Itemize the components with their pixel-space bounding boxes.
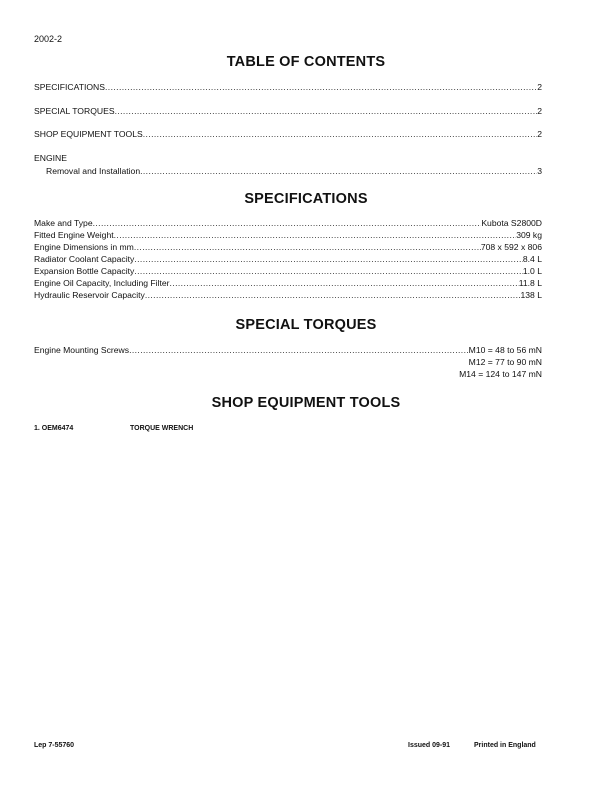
leader-dots xyxy=(129,345,469,356)
torque-value: M12 = 77 to 90 mN xyxy=(468,357,542,367)
leader-dots xyxy=(115,106,538,117)
spec-label: Engine Oil Capacity, Including Filter xyxy=(34,278,170,288)
toc-entry-specifications xyxy=(34,82,542,93)
spec-label: Fitted Engine Weight xyxy=(34,230,114,240)
toc-entry-page: 2 xyxy=(537,106,542,116)
toc-entry-label: SHOP EQUIPMENT TOOLS xyxy=(34,129,143,139)
spec-value: 8.4 L xyxy=(522,254,542,264)
spec-row xyxy=(34,218,542,229)
leader-dots xyxy=(140,166,537,177)
footer-lep: Lep 7-55760 xyxy=(34,742,75,749)
spec-label: Expansion Bottle Capacity xyxy=(34,266,135,276)
leader-dots xyxy=(114,230,517,241)
spec-value: Kubota S2800D xyxy=(481,218,542,228)
toc-entry-page: 3 xyxy=(537,166,542,176)
toc-entry-page: 2 xyxy=(537,129,542,139)
toc-entry-label: SPECIAL TORQUES xyxy=(34,106,115,116)
leader-dots xyxy=(134,242,481,253)
toc-entry-special-torques xyxy=(34,106,542,117)
spec-row xyxy=(34,242,542,253)
spec-value: 1.0 L xyxy=(522,266,542,276)
tool-item-name: TORQUE WRENCH xyxy=(130,425,194,432)
toc-title: TABLE OF CONTENTS xyxy=(226,54,386,70)
spec-label: Radiator Coolant Capacity xyxy=(34,254,135,264)
leader-dots xyxy=(143,129,537,140)
torque-label: Engine Mounting Screws xyxy=(34,345,130,355)
footer-printed: Printed in England xyxy=(474,742,536,749)
spec-row xyxy=(34,290,542,301)
leader-dots xyxy=(170,278,519,289)
tool-item-number: 1. OEM6474 xyxy=(34,425,74,432)
spec-label: Engine Dimensions in mm xyxy=(34,242,134,252)
leader-dots xyxy=(134,254,523,265)
toc-entry-shop-equipment-tools xyxy=(34,129,542,140)
spec-label: Hydraulic Reservoir Capacity xyxy=(34,290,145,300)
spec-row xyxy=(34,254,542,265)
spec-value: 309 kg xyxy=(516,230,542,240)
toc-entry-label: SPECIFICATIONS xyxy=(34,82,105,92)
toc-entry-label: Removal and Installation xyxy=(46,166,141,176)
spec-value: 11.8 L xyxy=(518,278,542,288)
spec-row xyxy=(34,278,542,289)
toc-engine-label: ENGINE xyxy=(34,153,67,163)
leader-dots xyxy=(105,82,537,93)
leader-dots xyxy=(134,266,523,277)
toc-entry-page: 2 xyxy=(537,82,542,92)
toc-entry-removal-installation xyxy=(46,166,542,177)
shop-tools-title: SHOP EQUIPMENT TOOLS xyxy=(211,395,401,411)
torque-row xyxy=(34,345,542,356)
spec-value: 138 L xyxy=(520,290,542,300)
page-number: 2002-2 xyxy=(34,34,63,44)
specifications-title: SPECIFICATIONS xyxy=(244,191,368,207)
footer-issued: Issued 09-91 xyxy=(408,742,451,749)
leader-dots xyxy=(145,290,521,301)
leader-dots xyxy=(93,218,482,229)
torque-value: M10 = 48 to 56 mN xyxy=(468,345,542,355)
spec-label: Make and Type xyxy=(34,218,93,228)
spec-row xyxy=(34,230,542,241)
spec-value: 708 x 592 x 806 xyxy=(480,242,542,252)
special-torques-title: SPECIAL TORQUES xyxy=(235,317,377,333)
spec-row xyxy=(34,266,542,277)
torque-value: M14 = 124 to 147 mN xyxy=(459,369,542,379)
